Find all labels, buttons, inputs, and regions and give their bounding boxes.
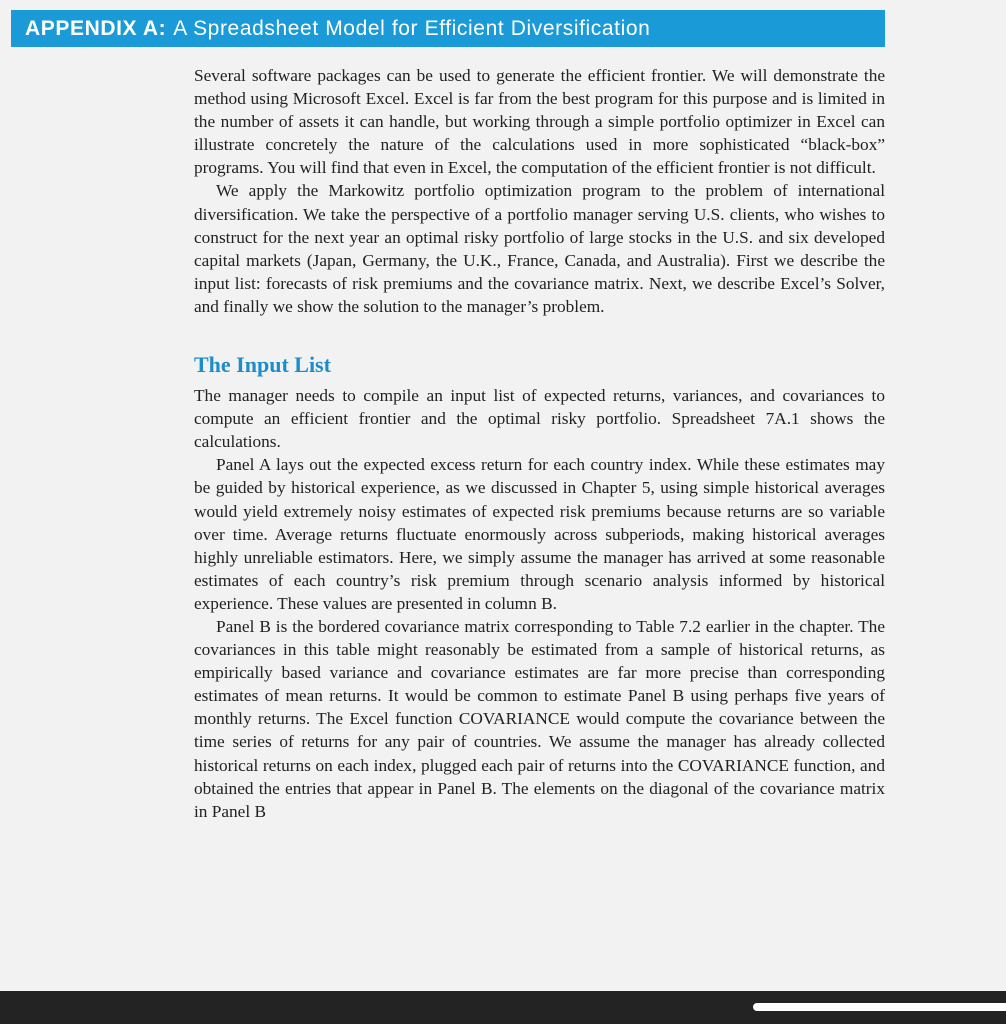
intro-paragraph-1: Several software packages can be used to generate the efficient frontier. We will demonstrate the method using Microsoft Excel. Excel is far from the best program for this purpose and is limited in the number of assets it can handle, but working through a simple portfolio optimizer in Excel can illustrate concretely the nature of the calculations used in more sophisticated “black-box” programs. You will find that even in Excel, the computation of the efficient frontier is not difficult. bbox=[194, 66, 885, 178]
appendix-title: A Spreadsheet Model for Efficient Diversification bbox=[173, 16, 651, 40]
input-list-paragraph-1: The manager needs to compile an input list of expected returns, variances, and covariances to compute an efficient frontier and the optimal risky portfolio. Spreadsheet 7A.1 shows the calculations. bbox=[194, 386, 885, 452]
home-indicator[interactable] bbox=[753, 1003, 1006, 1011]
input-list-paragraph-3: Panel B is the bordered covariance matrix corresponding to Table 7.2 earlier in the chapter. The covariances in this table might reasonably be estimated from a sample of historical returns, as empirically based variance and covariance estimates are far more precise than corresponding estimates of mean returns. It would be common to estimate Panel B using perhaps five years of monthly returns. The Excel function COVARIANCE would compute the covariance between the time series of returns for any pair of countries. We assume the manager has already collected historical returns on each index, plugged each pair of returns into the COVARIANCE function, and obtained the entries that appear in Panel B. The elements on the diagonal of the covariance matrix in Panel B bbox=[194, 616, 885, 821]
body-text bbox=[194, 64, 885, 823]
input-list-paragraph-2: Panel A lays out the expected excess return for each country index. While these estimates may be guided by historical experience, as we discussed in Chapter 5, using simple historical averages would yield extremely noisy estimates of expected risk premiums because returns are so variable over time. Average returns fluctuate enormously across subperiods, making historical averages highly unreliable estimators. Here, we simply assume the manager has arrived at some reasonable estimates of each country’s risk premium through scenario analysis informed by historical experience. These values are presented in column B. bbox=[194, 455, 885, 613]
section-heading-input-list: The Input List bbox=[194, 352, 331, 378]
appendix-label: APPENDIX A: bbox=[25, 16, 167, 40]
appendix-header-banner bbox=[11, 10, 885, 47]
intro-paragraph-2: We apply the Markowitz portfolio optimization program to the problem of international diversification. We take the perspective of a portfolio manager serving U.S. clients, who wishes to construct for the next year an optimal risky portfolio of large stocks in the U.S. and six developed capital markets (Japan, Germany, the U.K., France, Canada, and Australia). First we describe the input list: forecasts of risk premiums and the covariance matrix. Next, we describe Excel’s Solver, and finally we show the solution to the manager’s problem. bbox=[194, 181, 885, 316]
